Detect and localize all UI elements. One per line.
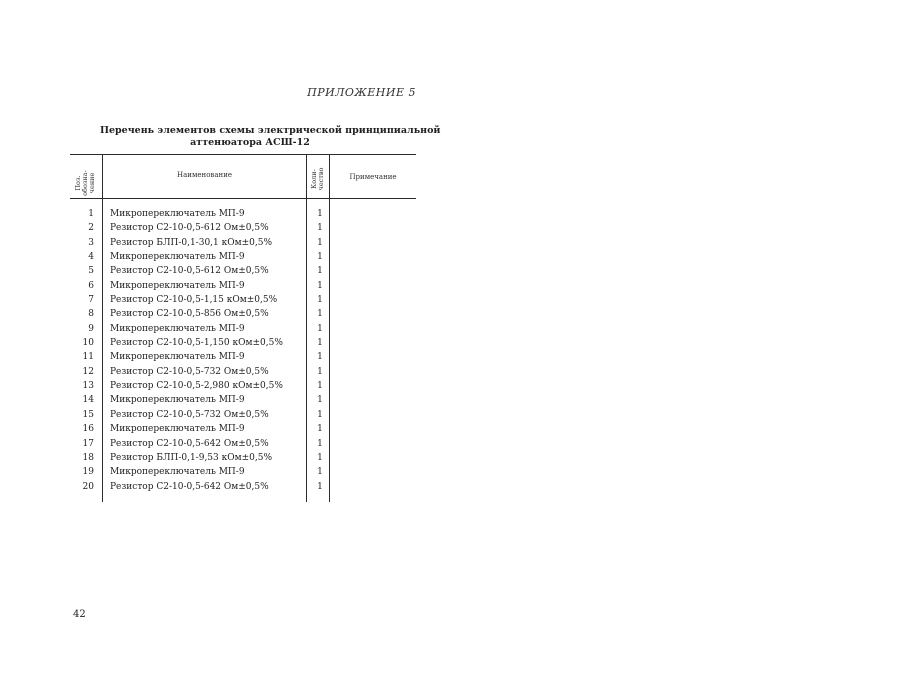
table-header-rule — [70, 198, 416, 199]
row-name: Резистор С2-10-0,5-642 Ом±0,5% — [110, 438, 269, 449]
row-name: Резистор С2-10-0,5-612 Ом±0,5% — [110, 266, 269, 277]
row-position: 9 — [88, 323, 94, 334]
row-position: 4 — [88, 252, 94, 263]
table-row — [70, 293, 416, 307]
table-row — [70, 379, 416, 393]
row-name: Микропереключатель МП-9 — [110, 467, 245, 478]
row-name: Резистор БЛП-0,1-9,53 кОм±0,5% — [110, 452, 273, 463]
row-name: Резистор С2-10-0,5-1,150 кОм±0,5% — [110, 338, 283, 349]
page-number: 42 — [73, 609, 86, 620]
row-name: Резистор С2-10-0,5-612 Ом±0,5% — [110, 223, 269, 234]
header-quantity-line-1: Коли- — [310, 169, 318, 189]
table-row — [70, 207, 416, 221]
row-position: 15 — [82, 409, 94, 420]
table-row — [70, 480, 416, 494]
row-quantity: 1 — [317, 223, 323, 234]
table-row — [70, 437, 416, 451]
row-position: 1 — [88, 209, 94, 219]
row-quantity: 1 — [317, 481, 323, 492]
header-note: Примечание — [349, 173, 397, 181]
row-quantity: 1 — [317, 467, 323, 478]
row-quantity: 1 — [317, 452, 323, 463]
row-name: Микропереключатель МП-9 — [110, 424, 245, 435]
row-quantity: 1 — [317, 280, 323, 291]
header-position — [75, 161, 97, 205]
row-name: Микропереключатель МП-9 — [110, 352, 245, 363]
row-name: Резистор С2-10-0,5-732 Ом±0,5% — [110, 366, 269, 377]
row-quantity: 1 — [317, 323, 323, 334]
table-row — [70, 236, 416, 250]
row-name: Резистор С2-10-0,5-732 Ом±0,5% — [110, 409, 269, 420]
row-position: 20 — [82, 481, 94, 492]
title-line-1: Перечень элементов схемы электрической принципиальной — [100, 125, 441, 136]
document-title — [100, 125, 441, 149]
row-position: 8 — [88, 309, 94, 320]
row-name: Резистор С2-10-0,5-2,980 кОм±0,5% — [110, 381, 283, 392]
row-quantity: 1 — [317, 252, 323, 263]
header-position-line-1: Поз. — [74, 175, 82, 191]
row-position: 19 — [82, 467, 94, 478]
row-quantity: 1 — [317, 295, 323, 306]
table-row — [70, 279, 416, 293]
row-quantity: 1 — [317, 395, 323, 406]
row-name: Микропереключатель МП-9 — [110, 395, 245, 406]
table-top-rule — [70, 154, 416, 155]
header-name: Наименование — [177, 171, 232, 179]
table-row — [70, 221, 416, 235]
table-row — [70, 422, 416, 436]
row-quantity: 1 — [317, 438, 323, 449]
row-position: 5 — [88, 266, 94, 277]
title-line-2: аттенюатора АСШ-12 — [190, 137, 310, 148]
header-position-line-3: чение — [88, 172, 96, 194]
row-name: Микропереключатель МП-9 — [110, 323, 245, 334]
row-name: Резистор С2-10-0,5-642 Ом±0,5% — [110, 481, 269, 492]
table-row — [70, 264, 416, 278]
row-quantity: 1 — [317, 309, 323, 320]
row-quantity: 1 — [317, 366, 323, 377]
row-name: Резистор С2-10-0,5-1,15 кОм±0,5% — [110, 295, 278, 306]
row-quantity: 1 — [317, 381, 323, 392]
row-position: 2 — [88, 223, 94, 234]
table-row — [70, 350, 416, 364]
appendix-label: ПРИЛОЖЕНИЕ 5 — [307, 86, 416, 99]
row-quantity: 1 — [317, 338, 323, 349]
row-position: 3 — [88, 237, 94, 248]
table-row — [70, 365, 416, 379]
row-quantity: 1 — [317, 209, 323, 219]
row-position: 16 — [82, 424, 94, 435]
row-name: Резистор БЛП-0,1-30,1 кОм±0,5% — [110, 237, 273, 248]
table-row — [70, 393, 416, 407]
table-row — [70, 408, 416, 422]
table-row — [70, 451, 416, 465]
header-position-line-2: обозна- — [81, 170, 89, 196]
row-position: 6 — [88, 280, 94, 291]
row-quantity: 1 — [317, 409, 323, 420]
row-position: 13 — [82, 381, 94, 392]
table-row — [70, 322, 416, 336]
table-row — [70, 336, 416, 350]
row-position: 11 — [82, 352, 94, 363]
table-body — [70, 207, 416, 494]
header-quantity-line-2: чество — [317, 167, 325, 191]
row-position: 17 — [82, 438, 94, 449]
row-name: Микропереключатель МП-9 — [110, 252, 245, 263]
row-name: Микропереключатель МП-9 — [110, 209, 245, 219]
row-position: 14 — [82, 395, 94, 406]
row-name: Микропереключатель МП-9 — [110, 280, 245, 291]
row-position: 10 — [82, 338, 94, 349]
header-quantity — [311, 159, 325, 199]
row-name: Резистор С2-10-0,5-856 Ом±0,5% — [110, 309, 269, 320]
row-quantity: 1 — [317, 424, 323, 435]
row-position: 7 — [88, 295, 94, 306]
row-quantity: 1 — [317, 266, 323, 277]
row-position: 18 — [82, 452, 94, 463]
table-row — [70, 307, 416, 321]
row-quantity: 1 — [317, 352, 323, 363]
row-position: 12 — [82, 366, 94, 377]
table-row — [70, 465, 416, 479]
table-row — [70, 250, 416, 264]
row-quantity: 1 — [317, 237, 323, 248]
